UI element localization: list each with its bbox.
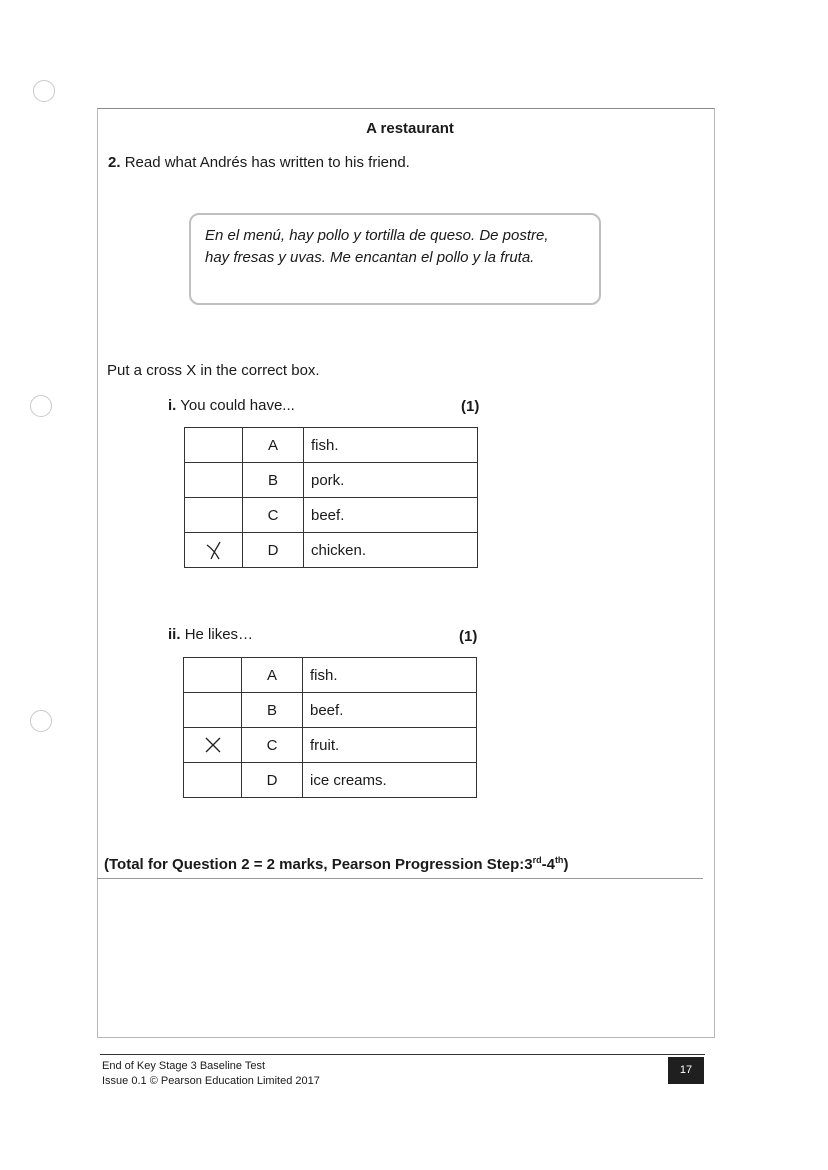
part1-question — [168, 397, 295, 414]
cross-mark-icon — [203, 736, 223, 754]
footer — [102, 1059, 320, 1089]
page-title: A restaurant — [366, 120, 454, 137]
total-marks — [104, 855, 568, 873]
part2-options-table — [183, 657, 477, 798]
question-number: 2. — [108, 154, 121, 171]
answer-box[interactable] — [184, 658, 242, 693]
punch-hole-2 — [30, 395, 52, 417]
total-sup-th: th — [554, 855, 564, 865]
footer-divider — [100, 1054, 705, 1055]
option-letter: B — [242, 693, 303, 728]
option-text: beef. — [304, 498, 478, 533]
part1-text: You could have... — [180, 397, 295, 414]
passage-line-2: hay fresas y uvas. Me encantan el pollo y la fruta. — [205, 249, 535, 266]
punch-hole-3 — [30, 710, 52, 732]
option-text: fruit. — [303, 728, 477, 763]
option-letter: C — [242, 728, 303, 763]
option-letter: C — [243, 498, 304, 533]
table-row — [185, 498, 478, 533]
part1-label: i. — [168, 397, 177, 414]
table-row — [185, 533, 478, 568]
total-mid: -4 — [541, 856, 555, 873]
table-row — [185, 428, 478, 463]
page-number: 17 — [668, 1057, 704, 1084]
option-letter: A — [242, 658, 303, 693]
option-text: fish. — [303, 658, 477, 693]
part2-question — [168, 626, 253, 643]
answer-box-crossed[interactable] — [184, 728, 242, 763]
part1-marks: (1) — [461, 398, 480, 415]
option-text: beef. — [303, 693, 477, 728]
punch-hole-1 — [33, 80, 55, 102]
answer-box[interactable] — [185, 463, 243, 498]
answer-box[interactable] — [184, 693, 242, 728]
option-text: chicken. — [304, 533, 478, 568]
part2-marks: (1) — [459, 628, 478, 645]
table-row — [184, 658, 477, 693]
answer-box[interactable] — [185, 498, 243, 533]
table-row — [184, 728, 477, 763]
passage-box — [189, 213, 601, 305]
question-prompt-text: Read what Andrés has written to his friend. — [124, 154, 410, 171]
total-suffix: ) — [563, 856, 569, 873]
option-text: ice creams. — [303, 763, 477, 798]
total-divider — [97, 878, 703, 879]
cross-mark-icon — [204, 540, 224, 560]
part2-text: He likes… — [184, 626, 254, 643]
option-letter: B — [243, 463, 304, 498]
table-row — [184, 763, 477, 798]
part1-options-table — [184, 427, 478, 568]
answer-box[interactable] — [185, 428, 243, 463]
answer-box[interactable] — [184, 763, 242, 798]
footer-line-2: Issue 0.1 © Pearson Education Limited 2017 — [102, 1075, 320, 1087]
total-prefix: (Total for Question 2 = 2 marks, Pearson Progression Step:3 — [104, 856, 533, 873]
total-sup-rd: rd — [532, 855, 542, 865]
question-prompt — [108, 154, 410, 171]
option-letter: A — [243, 428, 304, 463]
part2-label: ii. — [168, 626, 181, 643]
footer-line-1: End of Key Stage 3 Baseline Test — [102, 1060, 266, 1072]
option-text: fish. — [304, 428, 478, 463]
answer-box-crossed[interactable] — [185, 533, 243, 568]
option-text: pork. — [304, 463, 478, 498]
passage-line-1: En el menú, hay pollo y tortilla de queso. De postre, — [205, 227, 549, 244]
table-row — [185, 463, 478, 498]
option-letter: D — [243, 533, 304, 568]
table-row — [184, 693, 477, 728]
option-letter: D — [242, 763, 303, 798]
instruction: Put a cross X in the correct box. — [107, 362, 320, 379]
